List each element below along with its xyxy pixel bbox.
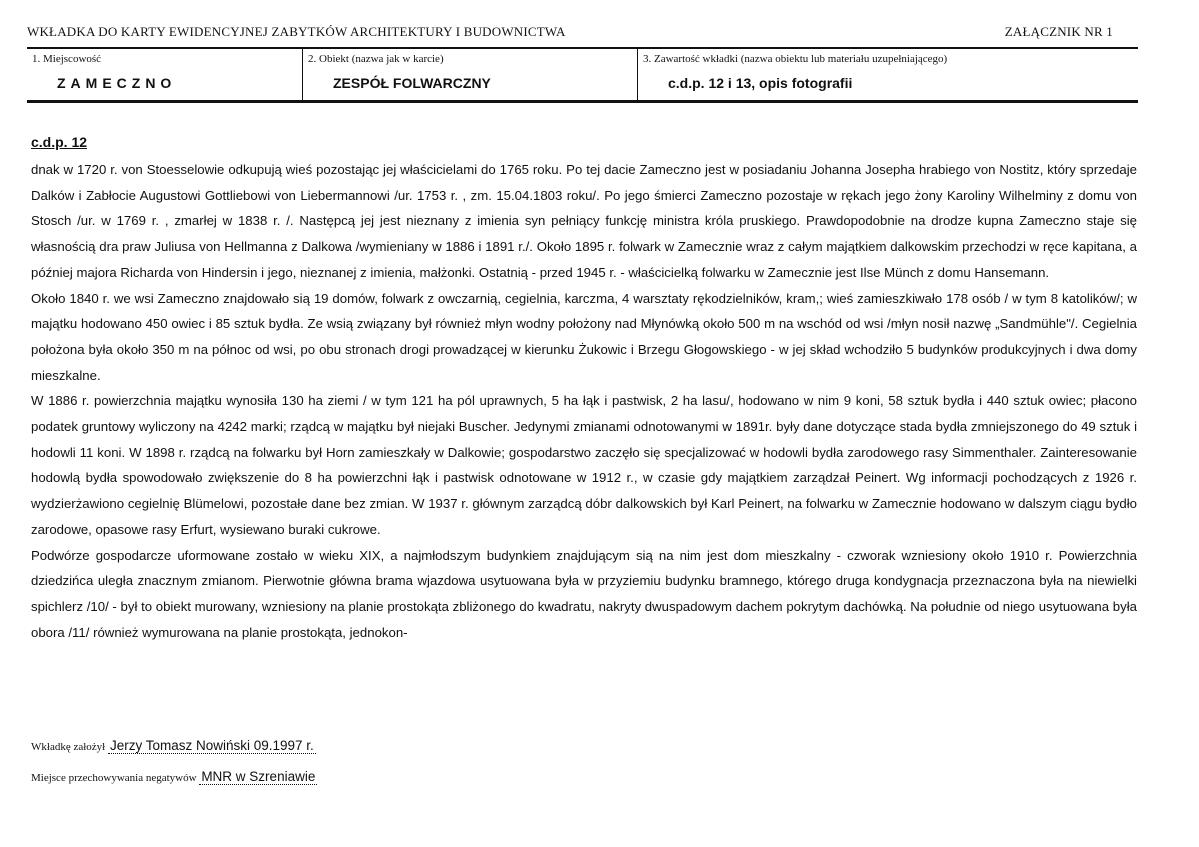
locality-value: ZAMECZNO (57, 75, 177, 91)
document-header (27, 24, 1115, 40)
object-value: ZESPÓŁ FOLWARCZNY (333, 75, 491, 91)
object-label: 2. Obiekt (nazwa jak w karcie) (308, 53, 444, 65)
header-fields-table (27, 47, 1138, 103)
author-line (31, 738, 316, 753)
storage-label: Miejsce przechowywania negatywów (31, 772, 197, 784)
contents-field (638, 49, 1138, 100)
paragraph-1840: Około 1840 r. we wsi Zameczno znajdowało sią 19 domów, folwark z owczarnią, cegielnia, karczma, 4 warsztaty rękodzielników, kram,; wieś zamieszkiwało 178 osób / w tym 8 katolików/; w majątku hodowano 450 owiec i 85 sztuk bydła. Ze wsią związany był również młyn wodny położony nad Młynówką około 500 m na wschód od wsi /młyn nosił nazwę „Sandmühle"/. Cegielnia położona była około 350 m na północ od wsi, po obu stronach drogi prowadzącej w kierunku Żukowic i Brzegu Głogowskiego - w jej skład wchodziło 5 budynków produkcyjnych i dwa domy mieszkalne. (31, 290, 1137, 383)
body-text (31, 157, 1137, 645)
contents-value: c.d.p. 12 i 13, opis fotografii (668, 75, 853, 91)
section-title: c.d.p. 12 (31, 134, 88, 150)
storage-value: MNR w Szreniawie (201, 769, 316, 784)
author-label: Wkładkę założył (31, 741, 106, 753)
locality-field (27, 49, 303, 100)
storage-line (31, 769, 317, 784)
locality-label: 1. Miejscowość (32, 53, 102, 65)
paragraph-ownership: dnak w 1720 r. von Stoesselowie odkupują wieś pozostając jej właścicielami do 1765 roku. Po tej dacie Zameczno jest w posiadaniu Johanna Josepha hrabiego von Nostitz, który sprzedaje Dalków i Zabłocie Augustowi Gottliebowi von Liebermannowi /ur. 1753 r. , zm. 15.04.1803 roku/. Po jego śmierci Zameczno pozostaje w rękach jego żony Karoliny Wilhelminy z domu von Stosch /ur. w 1769 r. , zmarłej w 1838 r. /. Następcą jej jest nieznany z imienia syn pełniący funkcję ministra króla pruskiego. Prawdopodobnie na drodze kupna Zameczno staje się własnością dra praw Juliusa von Hellmanna z Dalkowa /wymieniany w 1886 i 1891 r./. Około 1895 r. folwark w Zamecznie wraz z całym majątkiem dalkowskim przechodzi w ręce kapitana, a później majora Richarda von Hindersin i jego, nieznanej z imienia, małżonki. Ostatnią - przed 1945 r. - właścicielką folwarku w Zamecznie jest Ilse Münch z domu Hansemann. (31, 162, 1137, 280)
object-field (303, 49, 638, 100)
contents-label: 3. Zawartość wkładki (nazwa obiektu lub materiału uzupełniającego) (643, 53, 948, 65)
document-title: WKŁADKA DO KARTY EWIDENCYJNEJ ZABYTKÓW ARCHITEKTURY I BUDOWNICTWA (27, 24, 566, 39)
paragraph-1886: W 1886 r. powierzchnia majątku wynosiła 130 ha ziemi / w tym 121 ha pól uprawnych, 5 ha łąk i pastwisk, 2 ha lasu/, hodowano w nim 9 koni, 58 sztuk bydła i 440 sztuk owiec; płacono podatek gruntowy wyliczony na 4242 marki; rządcą w majątku był niejaki Buscher. Jedynymi zmianami odnotowanymi w 1891r. były dane dotyczące stada bydła zmniejszonego do 49 sztuk i hodowli 11 koni. W 1898 r. rządcą na folwarku był Horn zamieszkały w Dalkowie; gospodarstwo zaczęło się specjalizować w hodowli bydła zarodowego rasy Simmenthaler. Zainteresowanie hodowlą bydła spowodowało zwiększenie do 8 ha powierzchni łąk i pastwisk odnotowane w 1912 r., w czasie gdy majątkiem zarządzał Peinert. Wg informacji pochodzących z 1926 r. wydzierżawiono cegielnię Blümelowi, pozostałe dane bez zmian. W 1937 r. głównym zarządcą dóbr dalkowskich był Karl Peinert, na folwarku w Zamecznie hodowano w dalszym ciągu bydło zarodowe, opasowe rasy Erfurt, wysiewano buraki cukrowe. (31, 393, 1137, 537)
annex-label: ZAŁĄCZNIK NR 1 (1004, 24, 1113, 39)
author-value: Jerzy Tomasz Nowiński 09.1997 r. (109, 738, 314, 753)
paragraph-courtyard: Podwórze gospodarcze uformowane zostało w wieku XIX, a najmłodszym budynkiem znajdującym sią na nim jest dom mieszkalny - czworak wzniesiony około 1910 r. Powierzchnia dziedzińca uległa znacznym zmianom. Pierwotnie główna brama wjazdowa usytuowana była w przyziemiu budynku bramnego, którego druga kondygnacja przeznaczona była na niewielki spichlerz /10/ - był to obiekt murowany, wzniesiony na planie prostokąta zbliżonego do kwadratu, nakryty dwuspadowym dachem pokrytym dachówką. Na południe od niego usytuowana była obora /11/ również wymurowana na planie prostokąta, jednokon- (31, 547, 1137, 640)
